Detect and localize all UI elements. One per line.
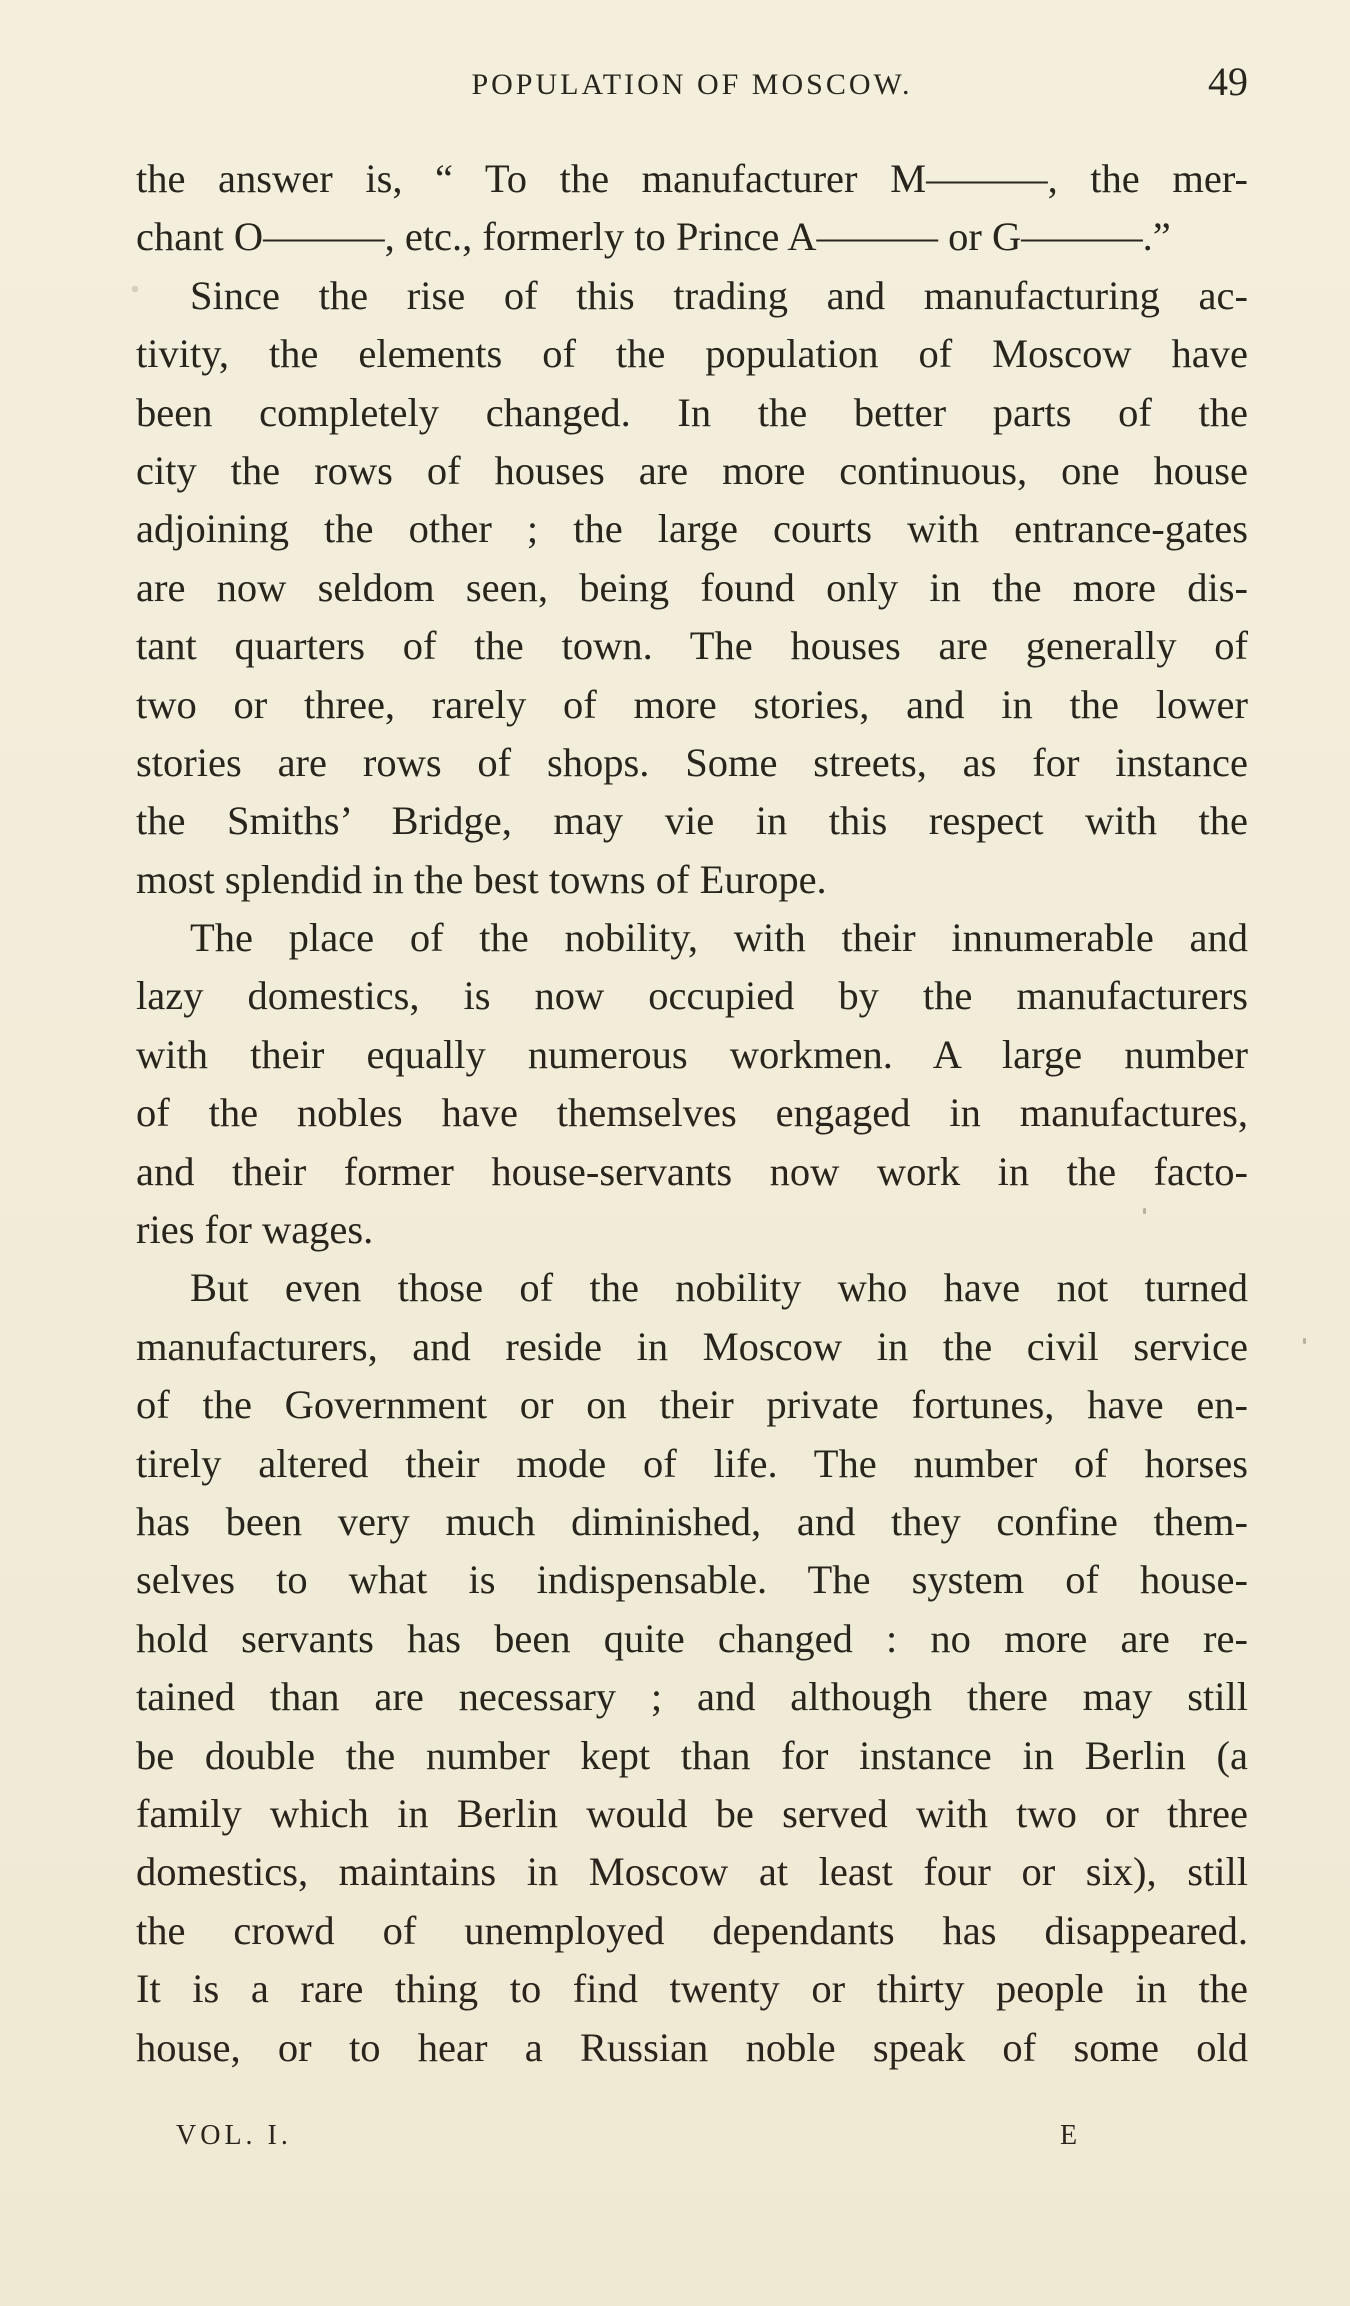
footer bbox=[136, 2120, 1248, 2160]
text-line: hold servants has been quite changed : no more are re- bbox=[136, 1615, 1248, 1661]
paper-speck bbox=[132, 286, 138, 292]
text-line: has been very much diminished, and they confine them- bbox=[136, 1498, 1248, 1544]
text-line: tirely altered their mode of life. The number of horses bbox=[136, 1440, 1248, 1486]
text-line: of the nobles have themselves engaged in manufactures, bbox=[136, 1090, 1248, 1136]
text-line: been completely changed. In the better parts of the bbox=[136, 389, 1248, 435]
text-line: tant quarters of the town. The houses are generally of bbox=[136, 623, 1248, 669]
paper-speck bbox=[1303, 1338, 1306, 1344]
text-line: most splendid in the best towns of Europe. bbox=[136, 856, 827, 902]
text-line: The place of the nobility, with their innumerable and bbox=[190, 915, 1248, 961]
text-line: It is a rare thing to find twenty or thirty people in the bbox=[136, 1966, 1248, 2012]
text-line: tained than are necessary ; and although there may still bbox=[136, 1674, 1248, 1720]
page-number: 49 bbox=[1208, 59, 1248, 104]
text-line: the crowd of unemployed dependants has disappeared. bbox=[136, 1907, 1248, 1953]
text-line: selves to what is indispensable. The system of house- bbox=[136, 1557, 1248, 1603]
text-line: are now seldom seen, being found only in the more dis- bbox=[136, 564, 1248, 610]
running-title: POPULATION OF MOSCOW. bbox=[471, 68, 913, 101]
text-line: Since the rise of this trading and manufacturing ac- bbox=[190, 272, 1248, 318]
text-line: manufacturers, and reside in Moscow in the civil service bbox=[136, 1323, 1248, 1369]
text-line: two or three, rarely of more stories, and in the lower bbox=[136, 681, 1248, 727]
text-line: lazy domestics, is now occupied by the manufacturers bbox=[136, 973, 1248, 1019]
text-line: house, or to hear a Russian noble speak of some old bbox=[136, 2024, 1248, 2070]
text-line: and their former house-servants now work in the facto- bbox=[136, 1148, 1248, 1194]
text-line: the Smiths’ Bridge, may vie in this respect with the bbox=[136, 798, 1248, 844]
text-line: stories are rows of shops. Some streets, as for instance bbox=[136, 739, 1248, 785]
text-line: with their equally numerous workmen. A large number bbox=[136, 1031, 1248, 1077]
text-line: family which in Berlin would be served with two or three bbox=[136, 1790, 1248, 1836]
text-line: chant O———, etc., formerly to Prince A——— or G———.” bbox=[136, 214, 1171, 260]
text-line: adjoining the other ; the large courts with entrance-gates bbox=[136, 506, 1248, 552]
running-head bbox=[136, 58, 1248, 108]
text-line: be double the number kept than for instance in Berlin (a bbox=[136, 1732, 1248, 1778]
text-line: the answer is, “ To the manufacturer M———, the mer- bbox=[136, 156, 1248, 201]
paper-speck bbox=[1143, 1208, 1146, 1214]
gathering-signature: E bbox=[1060, 2120, 1082, 2151]
text-line: ries for wages. bbox=[136, 1207, 374, 1253]
text-line: domestics, maintains in Moscow at least four or six), still bbox=[136, 1849, 1248, 1895]
body-text bbox=[136, 150, 1248, 2077]
text-line: of the Government or on their private fortunes, have en- bbox=[136, 1382, 1248, 1428]
text-line: tivity, the elements of the population of Moscow have bbox=[136, 331, 1248, 377]
text-line: But even those of the nobility who have not turned bbox=[190, 1265, 1248, 1311]
volume-signature: VOL. I. bbox=[176, 2120, 292, 2151]
text-line: city the rows of houses are more continuous, one house bbox=[136, 447, 1248, 493]
